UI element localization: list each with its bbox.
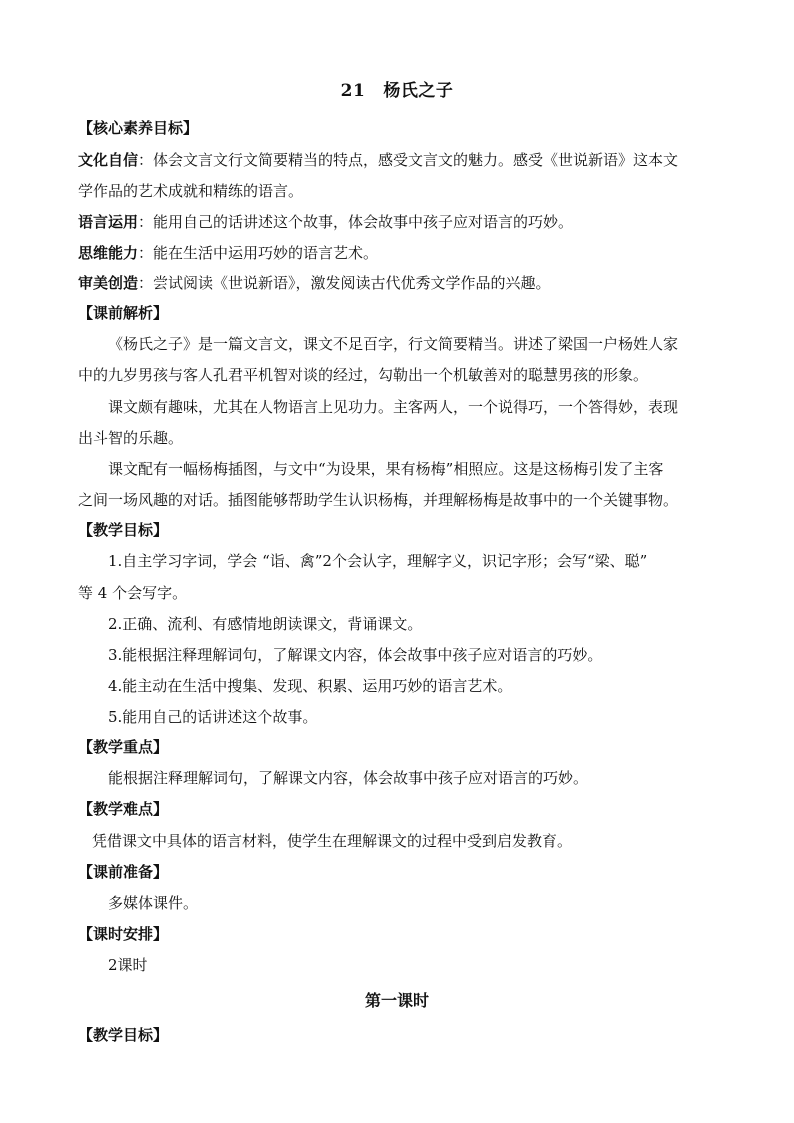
heading-teaching-goals: 【教学目标】	[78, 521, 169, 539]
difficulty-text: 凭借课文中具体的语言材料，使学生在理解课文的过程中受到启发教育。	[92, 832, 573, 850]
heading-lesson-analysis: 【课前解析】	[78, 304, 169, 322]
heading-core-goals: 【核心素养目标】	[78, 119, 199, 137]
aesthetic-label: 审美创造	[78, 274, 139, 292]
schedule-text: 2课时	[108, 956, 148, 974]
goal-5: 5.能用自己的话讲述这个故事。	[108, 708, 318, 726]
culture-text: ：体会文言文行文简要精当的特点，感受文言文的魅力。感受《世说新语》这本文	[138, 151, 679, 169]
culture-text-cont: 学作品的艺术成就和精练的语言。	[78, 182, 304, 200]
analysis-p2-line1: 课文颇有趣味，尤其在人物语言上见功力。主客两人，一个说得巧，一个答得妙，表现	[108, 398, 679, 416]
goal-2: 2.正确、流利、有感情地朗读课文，背诵课文。	[108, 615, 423, 633]
page-title	[0, 76, 794, 101]
heading-difficulties: 【教学难点】	[78, 800, 169, 818]
language-label: 语言运用	[78, 213, 139, 231]
goal-3: 3.能根据注释理解词句，了解课文内容，体会故事中孩子应对语言的巧妙。	[108, 646, 603, 664]
thinking-text: ：能在生活中运用巧妙的语言艺术。	[138, 244, 379, 262]
culture-label: 文化自信	[78, 151, 139, 169]
aesthetic-text: ：尝试阅读《世说新语》，激发阅读古代优秀文学作品的兴趣。	[138, 274, 551, 292]
heading-key-points: 【教学重点】	[78, 738, 169, 756]
analysis-p1-line1: 《杨氏之子》是一篇文言文，课文不足百字，行文简要精当。讲述了梁国一户杨姓人家	[108, 335, 679, 353]
lesson-title: 杨氏之子	[383, 81, 454, 101]
language-text: ：能用自己的话讲述这个故事，体会故事中孩子应对语言的巧妙。	[138, 213, 574, 231]
goal-4: 4.能主动在生活中搜集、发现、积累、运用巧妙的语言艺术。	[108, 677, 513, 695]
culture-goal	[78, 150, 678, 170]
goal-1-line1: 1.自主学习字词，学会 “诣、禽”2个会认字，理解字义，识记字形；会写“梁、聪”	[108, 552, 648, 570]
thinking-label: 思维能力	[78, 244, 139, 262]
first-lesson-heading: 第一课时	[364, 991, 429, 1010]
thinking-goal	[78, 243, 378, 263]
goal-1-line2: 等 4 个会写字。	[78, 584, 188, 602]
analysis-p2-line2: 出斗智的乐趣。	[78, 429, 184, 447]
preparation-text: 多媒体课件。	[108, 894, 199, 912]
lesson-number: 21	[340, 81, 366, 101]
heading-teaching-goals-2: 【教学目标】	[78, 1026, 169, 1044]
heading-schedule: 【课时安排】	[78, 925, 169, 943]
aesthetic-goal	[78, 273, 551, 293]
analysis-p3-line1: 课文配有一幅杨梅插图，与文中“为设果，果有杨梅”相照应。这是这杨梅引发了主客	[108, 460, 664, 478]
key-point-text: 能根据注释理解词句，了解课文内容，体会故事中孩子应对语言的巧妙。	[108, 769, 589, 787]
language-goal	[78, 212, 573, 232]
heading-preparation: 【课前准备】	[78, 863, 169, 881]
analysis-p3-line2: 之间一场风趣的对话。插图能够帮助学生认识杨梅，并理解杨梅是故事中的一个关键事物。	[78, 491, 679, 509]
analysis-p1-line2: 中的九岁男孩与客人孔君平机智对谈的经过，勾勒出一个机敏善对的聪慧男孩的形象。	[78, 366, 649, 384]
